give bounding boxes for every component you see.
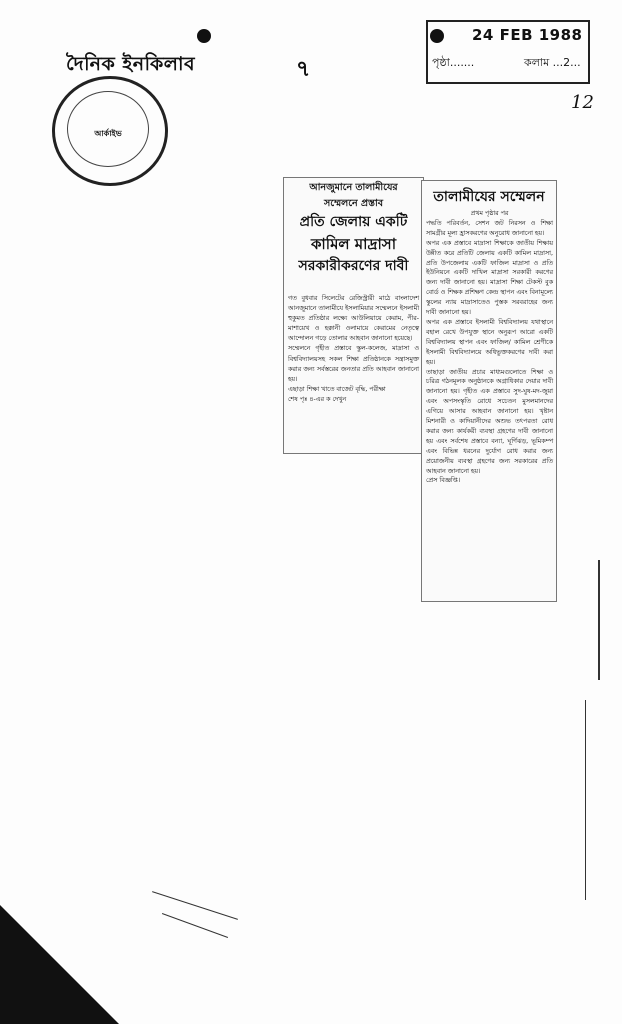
paragraph: তাছাড়া জাতীয় প্রচার মাধ্যমগুলোতে শিক্ষা ও চরিত্র গঠনমূলক অনুষ্ঠানকে অগ্রাধিকার দেয়ার দাবী জানানো হয়। গৃহীত এক প্রস্তাবে সুদ-ঘুষ-মদ-জুয়া এবং অপসংস্কৃতি রোধে সচেতন মুসলমানদের এগিয়ে আসার আহবান জানানো হয়। খৃষ্টান মিশনারী ও কাদিয়ানীদের অশুভ তৎপরতা রোধ করার জন্য কার্যকরী ব্যবস্থা গ্রহণের দাবী জানানো হয় এবং সর্বশেষ প্রস্তাবে বন্যা, ঘূর্ণিঝড়, ভূমিকম্প এবং বিভিন্ন ধরনের দুর্যোগ রোধ করার জন্য প্রয়োজনীয় ব্যবস্থা গ্রহণের জন্য সরকারের প্রতি আহবান জানানো হয়। [426,368,553,475]
scan-mark [585,700,586,900]
headline-line: কামিল মাদ্রাসা [310,235,397,253]
scan-mark [152,891,238,920]
kicker-line: আনজুমানে তালামীযের [309,182,398,193]
paragraph: অপর এক প্রস্তাবে মাদ্রাসা শিক্ষাকে জাতীয় শিক্ষায় উন্নীত করে প্রতিটি জেলায় একটি কামিল মাদ্রাসা, প্রতি উপজেলায় একটি ফাজিল মাদ্রাসা ও প্রতি ইউনিয়নে একটি দাখিল মাদ্রাসা সরকারী করণের জন্য দাবী জানানো হয়। মাদ্রাসা শিক্ষা টেকস্ট বুক বোর্ড ও শিক্ষক প্রশিক্ষণ কেন্দ্র স্থাপন এবং বিনামূল্যে স্কুলের ন্যায় মাদ্রাসাতেও পুস্তক সরবরাহের জন্য দাবী জানানো হয়। [426,239,553,317]
article-title: তালামীযের সম্মেলন [433,189,545,205]
headline-line: প্রতি জেলায় একটি [299,214,408,230]
news-clipping-right [421,180,557,602]
article-body [288,294,419,405]
paragraph: গত বুধবার সিলেটের রেজিস্ট্রারী মাঠে বাংলাদেশ আনজুমানে তালামীযে ইসলামিয়ার সম্মেলনে ইসলামী হুকুমত প্রতিষ্ঠার লক্ষ্যে আউলিয়ায়ে কেরাম, পীর-মাশায়েখ ও হক্কানী ওলামায়ে কেরামের নেতৃত্বে আন্দোলন গড়ে তোলার আহবান জানানো হয়েছে। [288,295,419,343]
first-page-ref: প্রথম পৃষ্ঠার পর [470,210,509,217]
paragraph: এছাড়া শিক্ষা খাতে বাজেট বৃদ্ধি, পরীক্ষা [288,385,386,393]
article-body [426,209,553,486]
paragraph: অপর এক প্রস্তাবে ইসলামী বিশ্ববিদ্যালয় যথাস্থানে বহাল রেখে উপযুক্ত স্থানে অনুরূপ আরো একটি বিশ্ববিদ্যালয় স্থাপন এবং ফাজিল/ কামিল শ্রেণীকে ইসলামী বিশ্ববিদ্যালয়ে অধিভুক্তকরণের দাবী করা হয়। [426,318,553,366]
paragraph: পদ্ধতি পরিবর্তন, সেশন জট নিরসন ও শিক্ষা সামগ্রীর মূল্য হ্রাসকরণের অনুরোধ জানানো হয়। [426,219,553,237]
date-stamp [426,20,590,84]
archive-seal [52,76,168,186]
seal-inner-ring [67,91,149,167]
page-number: ৭ [296,57,311,82]
punch-hole [197,29,211,43]
stamp-date: 24 FEB 1988 [472,26,583,44]
kicker-line: সম্মেলনে প্রস্তাব [324,198,383,209]
paragraph: সম্মেলনে গৃহীত প্রস্তাবে স্কুল-কলেজ, মাদ্রাসা ও বিশ্ববিদ্যালয়সহ সকল শিক্ষা প্রতিষ্ঠানকে সন্ত্রাসমুক্ত করার জন্য সর্বস্তরের জনতার প্রতি আহবান জানানো হয়। [288,345,419,383]
headline-line: সরকারীকরণের দাবী [298,258,409,274]
stamp-column-field: কলাম ...2... [524,56,581,69]
newspaper-name: দৈনিক ইনকিলাব [66,53,196,75]
stamp-page-field: পৃষ্ঠা....... [432,56,475,69]
seal-text: আর্কাইভ [94,129,122,138]
scan-mark [162,913,228,938]
byline: প্রেস বিজ্ঞপ্তি। [426,477,460,485]
handwritten-number: 12 [571,92,594,113]
scan-mark [598,560,600,680]
folded-corner [0,905,120,1024]
news-clipping-left [283,177,424,454]
continued-note: শেষ পৃঃ ৪-এর ক দেখুন [288,395,347,403]
